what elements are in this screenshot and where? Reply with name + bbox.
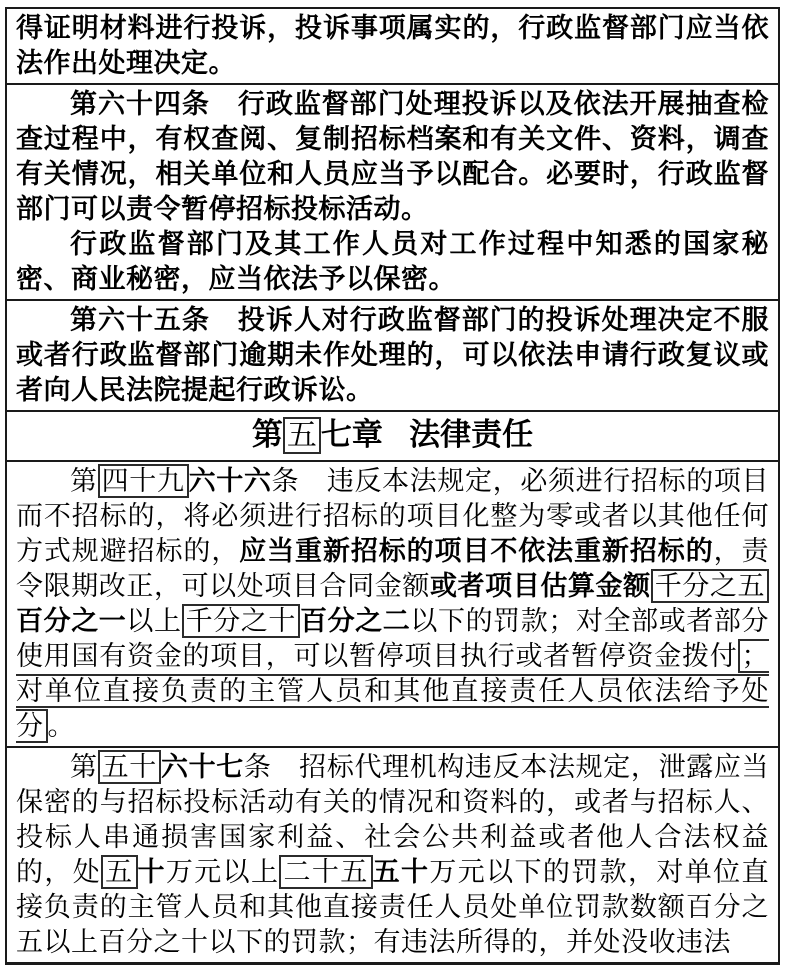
text-segment: 万元以下的罚款，对单位直接负责的主管人员和其他直接责任人员处单位罚款数额百分之五以上百分之十以下的罚款；有违法所得的，并处没收违法 — [16, 857, 770, 957]
article-65-paragraph: 第六十五条 投诉人对行政监督部门的投诉处理决定不服或者行政监督部门逾期未作处理的，可以依法申请行政复议或者向人民法院提起行政诉讼。 — [16, 305, 769, 405]
article-67-paragraph — [16, 750, 769, 960]
row-article-65 — [7, 301, 778, 412]
row-article-64 — [7, 85, 778, 301]
deleted-text: 五 — [101, 855, 137, 889]
inserted-text: 六十七 — [160, 752, 244, 782]
inserted-text: 十 — [137, 857, 166, 887]
text-segment: 万元以上 — [165, 857, 280, 887]
article-66-paragraph — [16, 464, 769, 744]
text-segment: 以上 — [126, 606, 182, 636]
text-segment: ，责令限期改正，可以处项目合同金额 — [16, 536, 770, 601]
row-chapter-heading — [7, 412, 778, 462]
article-64-paragraph-2: 行政监督部门及其工作人员对工作过程中知悉的国家秘密、商业秘密，应当依法予以保密。 — [16, 229, 769, 294]
text-segment: 第 — [70, 752, 98, 782]
article-64-paragraph-1: 第六十四条 行政监督部门处理投诉以及依法开展抽查检查过程中，有权查阅、复制招标档案和有关文件、资料，调查有关情况，相关单位和人员应当予以配合。必要时，行政监督部门可以责令暂停招标投标活动。 — [16, 89, 769, 224]
chapter-title: 法律责任 — [409, 417, 534, 452]
deleted-text: ；对单位直接负责的主管人员和其他直接责任人员依法给予处分 — [16, 641, 769, 741]
inserted-text: 百分之一 — [16, 606, 127, 636]
deleted-text: 千分之五 — [651, 569, 769, 603]
deleted-text: 五十 — [98, 750, 161, 784]
row-article-67 — [7, 748, 778, 962]
inserted-text: 六十六 — [188, 466, 272, 496]
text-segment: 。 — [47, 711, 75, 741]
chapter-suffix: 章 — [351, 417, 383, 452]
continuation-paragraph: 得证明材料进行投诉，投诉事项属实的，行政监督部门应当依法作出处理决定。 — [16, 13, 769, 78]
text-segment: 条 违反本法规定，必须进行招标的项目而不招标的，将必须进行招标的项目化整为零或者以其他任何方式规避招标的， — [16, 466, 770, 566]
chapter-inserted-number: 七 — [320, 417, 352, 452]
inserted-text: 百分之二 — [299, 606, 411, 636]
deleted-text: 四十九 — [98, 464, 189, 498]
text-segment: 第 — [70, 466, 98, 496]
text-segment: 条 招标代理机构违反本法规定，泄露应当保密的与招标投标活动有关的情况和资料的，或者与招标人、投标人串通损害国家利益、社会公共利益或者他人合法权益的，处 — [16, 752, 770, 887]
deleted-text: 千分之十 — [182, 604, 300, 638]
chapter-heading — [16, 414, 769, 457]
chapter-prefix: 第 — [251, 417, 283, 452]
inserted-text: 或者项目估算金额 — [429, 571, 651, 601]
deleted-text: 二十五 — [279, 855, 372, 889]
chapter-deleted-number: 五 — [283, 417, 321, 454]
row-article-66 — [7, 462, 778, 748]
row-continuation — [7, 9, 778, 85]
text-segment: 以下的罚款；对全部或者部分使用国有资金的项目，可以暂停项目执行或者暂停资金拨付 — [16, 606, 770, 671]
inserted-text: 应当重新招标的项目不依法重新招标的 — [239, 536, 714, 566]
law-comparison-table — [5, 7, 780, 965]
inserted-text: 五十 — [372, 857, 430, 887]
